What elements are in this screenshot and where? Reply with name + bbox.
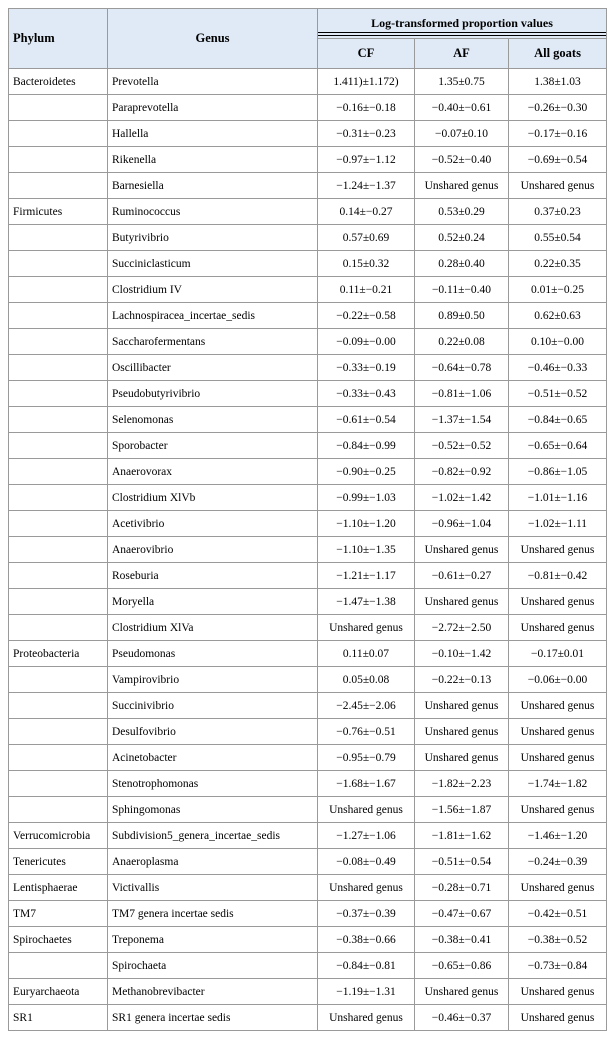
table-row: [9, 667, 607, 693]
phylum-cell: Lentisphaerae: [9, 875, 108, 901]
cf-value-cell: Unshared genus: [318, 797, 415, 823]
table-row: [9, 355, 607, 381]
all-goats-value-cell: 0.62±0.63: [509, 303, 607, 329]
phylum-cell: [9, 355, 108, 381]
phylum-cell: [9, 225, 108, 251]
phylum-cell: Verrucomicrobia: [9, 823, 108, 849]
all-goats-value-cell: 0.37±0.23: [509, 199, 607, 225]
phylum-cell: [9, 667, 108, 693]
cf-value-cell: −1.47±−1.38: [318, 589, 415, 615]
phylum-cell: [9, 251, 108, 277]
all-goats-value-cell: Unshared genus: [509, 875, 607, 901]
all-goats-value-cell: Unshared genus: [509, 719, 607, 745]
phylum-cell: [9, 173, 108, 199]
cf-value-cell: Unshared genus: [318, 1005, 415, 1031]
cf-value-cell: −0.37±−0.39: [318, 901, 415, 927]
af-value-cell: −0.65±−0.86: [415, 953, 509, 979]
table-row: [9, 953, 607, 979]
cf-value-cell: Unshared genus: [318, 615, 415, 641]
genus-cell: Victivallis: [108, 875, 318, 901]
af-value-cell: 0.53±0.29: [415, 199, 509, 225]
phylum-cell: Tenericutes: [9, 849, 108, 875]
phylum-cell: Euryarchaeota: [9, 979, 108, 1005]
af-value-cell: −0.47±−0.67: [415, 901, 509, 927]
cf-value-cell: −0.33±−0.43: [318, 381, 415, 407]
all-goats-value-cell: −0.17±−0.16: [509, 121, 607, 147]
genus-cell: Clostridium XlVb: [108, 485, 318, 511]
table-row: [9, 277, 607, 303]
table-row: [9, 381, 607, 407]
table-row: [9, 511, 607, 537]
genus-cell: Saccharofermentans: [108, 329, 318, 355]
all-goats-value-cell: 0.22±0.35: [509, 251, 607, 277]
genus-cell: Roseburia: [108, 563, 318, 589]
genus-cell: Moryella: [108, 589, 318, 615]
all-goats-value-cell: −0.24±−0.39: [509, 849, 607, 875]
header-double-rule: [318, 32, 606, 36]
genus-cell: Stenotrophomonas: [108, 771, 318, 797]
genus-cell: Desulfovibrio: [108, 719, 318, 745]
af-value-cell: −0.96±−1.04: [415, 511, 509, 537]
table-row: [9, 979, 607, 1005]
table-row: [9, 95, 607, 121]
cf-value-cell: −1.10±−1.20: [318, 511, 415, 537]
af-value-cell: −0.52±−0.52: [415, 433, 509, 459]
all-goats-value-cell: −0.73±−0.84: [509, 953, 607, 979]
genus-cell: Barnesiella: [108, 173, 318, 199]
table-row: [9, 693, 607, 719]
all-goats-value-cell: −0.84±−0.65: [509, 407, 607, 433]
table-row: [9, 251, 607, 277]
all-goats-value-cell: −0.26±−0.30: [509, 95, 607, 121]
cf-value-cell: −1.10±−1.35: [318, 537, 415, 563]
phylum-cell: [9, 277, 108, 303]
cf-value-cell: 0.15±0.32: [318, 251, 415, 277]
cf-value-cell: −1.68±−1.67: [318, 771, 415, 797]
genus-cell: Ruminococcus: [108, 199, 318, 225]
genus-cell: SR1 genera incertae sedis: [108, 1005, 318, 1031]
table-row: [9, 719, 607, 745]
table-row: [9, 225, 607, 251]
genus-cell: Clostridium XlVa: [108, 615, 318, 641]
genus-cell: Acetivibrio: [108, 511, 318, 537]
phylum-cell: [9, 485, 108, 511]
all-goats-value-cell: 1.38±1.03: [509, 69, 607, 95]
all-goats-value-cell: 0.55±0.54: [509, 225, 607, 251]
cf-value-cell: −0.22±−0.58: [318, 303, 415, 329]
cf-value-cell: Unshared genus: [318, 875, 415, 901]
table-row: [9, 563, 607, 589]
table-row: [9, 173, 607, 199]
table-row: [9, 745, 607, 771]
table-body: [9, 69, 607, 1031]
cf-value-cell: −0.08±−0.49: [318, 849, 415, 875]
all-goats-value-cell: −1.46±−1.20: [509, 823, 607, 849]
header-all-goats: All goats: [509, 39, 607, 69]
table-row: [9, 199, 607, 225]
phylum-cell: TM7: [9, 901, 108, 927]
genus-cell: Spirochaeta: [108, 953, 318, 979]
genus-cell: Butyrivibrio: [108, 225, 318, 251]
af-value-cell: −0.10±−1.42: [415, 641, 509, 667]
af-value-cell: Unshared genus: [415, 589, 509, 615]
genus-cell: Anaeroplasma: [108, 849, 318, 875]
table-row: [9, 875, 607, 901]
af-value-cell: −0.82±−0.92: [415, 459, 509, 485]
genus-cell: Succinivibrio: [108, 693, 318, 719]
phylum-cell: Proteobacteria: [9, 641, 108, 667]
table-row: [9, 147, 607, 173]
all-goats-value-cell: −0.46±−0.33: [509, 355, 607, 381]
af-value-cell: Unshared genus: [415, 745, 509, 771]
table-row: [9, 329, 607, 355]
genus-cell: Pseudomonas: [108, 641, 318, 667]
af-value-cell: 0.52±0.24: [415, 225, 509, 251]
header-group: [318, 9, 607, 39]
af-value-cell: −0.81±−1.06: [415, 381, 509, 407]
table-row: [9, 121, 607, 147]
table-row: [9, 641, 607, 667]
all-goats-value-cell: Unshared genus: [509, 537, 607, 563]
af-value-cell: −1.56±−1.87: [415, 797, 509, 823]
phylum-cell: Spirochaetes: [9, 927, 108, 953]
af-value-cell: 0.28±0.40: [415, 251, 509, 277]
phylum-cell: [9, 329, 108, 355]
table-container: [8, 8, 607, 1031]
header-group-label: Log-transformed proportion values: [371, 16, 553, 30]
genus-cell: Succiniclasticum: [108, 251, 318, 277]
genus-cell: Prevotella: [108, 69, 318, 95]
af-value-cell: Unshared genus: [415, 719, 509, 745]
cf-value-cell: −0.38±−0.66: [318, 927, 415, 953]
phylum-cell: [9, 615, 108, 641]
af-value-cell: −0.51±−0.54: [415, 849, 509, 875]
table-row: [9, 407, 607, 433]
phylum-cell: SR1: [9, 1005, 108, 1031]
all-goats-value-cell: Unshared genus: [509, 979, 607, 1005]
table-row: [9, 459, 607, 485]
all-goats-value-cell: 0.01±−0.25: [509, 277, 607, 303]
genus-cell: Anaerovibrio: [108, 537, 318, 563]
phylum-cell: [9, 433, 108, 459]
header-af: AF: [415, 39, 509, 69]
genus-cell: Selenomonas: [108, 407, 318, 433]
all-goats-value-cell: Unshared genus: [509, 173, 607, 199]
genus-cell: Paraprevotella: [108, 95, 318, 121]
cf-value-cell: 0.11±−0.21: [318, 277, 415, 303]
af-value-cell: −1.37±−1.54: [415, 407, 509, 433]
af-value-cell: −0.11±−0.40: [415, 277, 509, 303]
af-value-cell: −2.72±−2.50: [415, 615, 509, 641]
all-goats-value-cell: 0.10±−0.00: [509, 329, 607, 355]
phylum-cell: [9, 303, 108, 329]
af-value-cell: Unshared genus: [415, 979, 509, 1005]
af-value-cell: −0.07±0.10: [415, 121, 509, 147]
table-row: [9, 771, 607, 797]
cf-value-cell: −0.84±−0.81: [318, 953, 415, 979]
af-value-cell: −0.22±−0.13: [415, 667, 509, 693]
phylum-cell: [9, 537, 108, 563]
genus-cell: Hallella: [108, 121, 318, 147]
phylum-cell: [9, 121, 108, 147]
all-goats-value-cell: Unshared genus: [509, 615, 607, 641]
all-goats-value-cell: Unshared genus: [509, 797, 607, 823]
cf-value-cell: −1.21±−1.17: [318, 563, 415, 589]
genus-cell: TM7 genera incertae sedis: [108, 901, 318, 927]
cf-value-cell: 0.05±0.08: [318, 667, 415, 693]
all-goats-value-cell: Unshared genus: [509, 745, 607, 771]
cf-value-cell: 1.411)±1.172): [318, 69, 415, 95]
af-value-cell: Unshared genus: [415, 173, 509, 199]
cf-value-cell: 0.14±−0.27: [318, 199, 415, 225]
table-row: [9, 927, 607, 953]
all-goats-value-cell: −0.51±−0.52: [509, 381, 607, 407]
af-value-cell: −1.82±−2.23: [415, 771, 509, 797]
af-value-cell: −0.38±−0.41: [415, 927, 509, 953]
table-row: [9, 797, 607, 823]
af-value-cell: Unshared genus: [415, 537, 509, 563]
af-value-cell: −1.02±−1.42: [415, 485, 509, 511]
all-goats-value-cell: −0.42±−0.51: [509, 901, 607, 927]
phylum-cell: [9, 459, 108, 485]
af-value-cell: Unshared genus: [415, 693, 509, 719]
table-row: [9, 849, 607, 875]
proportion-table: [8, 8, 607, 1031]
all-goats-value-cell: −1.01±−1.16: [509, 485, 607, 511]
table-row: [9, 303, 607, 329]
af-value-cell: 0.89±0.50: [415, 303, 509, 329]
cf-value-cell: −0.97±−1.12: [318, 147, 415, 173]
af-value-cell: −0.28±−0.71: [415, 875, 509, 901]
af-value-cell: −0.61±−0.27: [415, 563, 509, 589]
table-row: [9, 823, 607, 849]
af-value-cell: −1.81±−1.62: [415, 823, 509, 849]
table-row: [9, 485, 607, 511]
genus-cell: Rikenella: [108, 147, 318, 173]
cf-value-cell: −1.24±−1.37: [318, 173, 415, 199]
cf-value-cell: −2.45±−2.06: [318, 693, 415, 719]
genus-cell: Lachnospiracea_incertae_sedis: [108, 303, 318, 329]
header-genus: Genus: [108, 9, 318, 69]
cf-value-cell: −0.16±−0.18: [318, 95, 415, 121]
cf-value-cell: −1.19±−1.31: [318, 979, 415, 1005]
all-goats-value-cell: Unshared genus: [509, 1005, 607, 1031]
cf-value-cell: −0.31±−0.23: [318, 121, 415, 147]
table-row: [9, 433, 607, 459]
genus-cell: Methanobrevibacter: [108, 979, 318, 1005]
phylum-cell: [9, 797, 108, 823]
phylum-cell: [9, 95, 108, 121]
genus-cell: Sphingomonas: [108, 797, 318, 823]
all-goats-value-cell: −0.86±−1.05: [509, 459, 607, 485]
all-goats-value-cell: Unshared genus: [509, 693, 607, 719]
phylum-cell: [9, 563, 108, 589]
cf-value-cell: −0.95±−0.79: [318, 745, 415, 771]
af-value-cell: −0.40±−0.61: [415, 95, 509, 121]
cf-value-cell: −1.27±−1.06: [318, 823, 415, 849]
phylum-cell: [9, 511, 108, 537]
genus-cell: Treponema: [108, 927, 318, 953]
all-goats-value-cell: −0.38±−0.52: [509, 927, 607, 953]
header-cf: CF: [318, 39, 415, 69]
phylum-cell: Bacteroidetes: [9, 69, 108, 95]
genus-cell: Subdivision5_genera_incertae_sedis: [108, 823, 318, 849]
cf-value-cell: 0.57±0.69: [318, 225, 415, 251]
cf-value-cell: −0.76±−0.51: [318, 719, 415, 745]
header-phylum: Phylum: [9, 9, 108, 69]
genus-cell: Sporobacter: [108, 433, 318, 459]
all-goats-value-cell: Unshared genus: [509, 589, 607, 615]
genus-cell: Anaerovorax: [108, 459, 318, 485]
af-value-cell: −0.64±−0.78: [415, 355, 509, 381]
all-goats-value-cell: −0.65±−0.64: [509, 433, 607, 459]
phylum-cell: [9, 381, 108, 407]
af-value-cell: −0.46±−0.37: [415, 1005, 509, 1031]
af-value-cell: 1.35±0.75: [415, 69, 509, 95]
genus-cell: Vampirovibrio: [108, 667, 318, 693]
table-row: [9, 537, 607, 563]
af-value-cell: 0.22±0.08: [415, 329, 509, 355]
phylum-cell: [9, 745, 108, 771]
phylum-cell: [9, 719, 108, 745]
genus-cell: Acinetobacter: [108, 745, 318, 771]
phylum-cell: [9, 147, 108, 173]
phylum-cell: [9, 693, 108, 719]
table-row: [9, 589, 607, 615]
table-row: [9, 1005, 607, 1031]
phylum-cell: Firmicutes: [9, 199, 108, 225]
genus-cell: Oscillibacter: [108, 355, 318, 381]
cf-value-cell: −0.84±−0.99: [318, 433, 415, 459]
all-goats-value-cell: −0.69±−0.54: [509, 147, 607, 173]
all-goats-value-cell: −1.02±−1.11: [509, 511, 607, 537]
cf-value-cell: −0.61±−0.54: [318, 407, 415, 433]
table-header: [9, 9, 607, 69]
cf-value-cell: −0.99±−1.03: [318, 485, 415, 511]
phylum-cell: [9, 407, 108, 433]
all-goats-value-cell: −0.17±0.01: [509, 641, 607, 667]
genus-cell: Pseudobutyrivibrio: [108, 381, 318, 407]
table-row: [9, 901, 607, 927]
table-row: [9, 69, 607, 95]
genus-cell: Clostridium IV: [108, 277, 318, 303]
all-goats-value-cell: −1.74±−1.82: [509, 771, 607, 797]
cf-value-cell: −0.09±−0.00: [318, 329, 415, 355]
table-row: [9, 615, 607, 641]
all-goats-value-cell: −0.06±−0.00: [509, 667, 607, 693]
cf-value-cell: −0.33±−0.19: [318, 355, 415, 381]
phylum-cell: [9, 953, 108, 979]
af-value-cell: −0.52±−0.40: [415, 147, 509, 173]
cf-value-cell: −0.90±−0.25: [318, 459, 415, 485]
all-goats-value-cell: −0.81±−0.42: [509, 563, 607, 589]
phylum-cell: [9, 771, 108, 797]
cf-value-cell: 0.11±0.07: [318, 641, 415, 667]
phylum-cell: [9, 589, 108, 615]
